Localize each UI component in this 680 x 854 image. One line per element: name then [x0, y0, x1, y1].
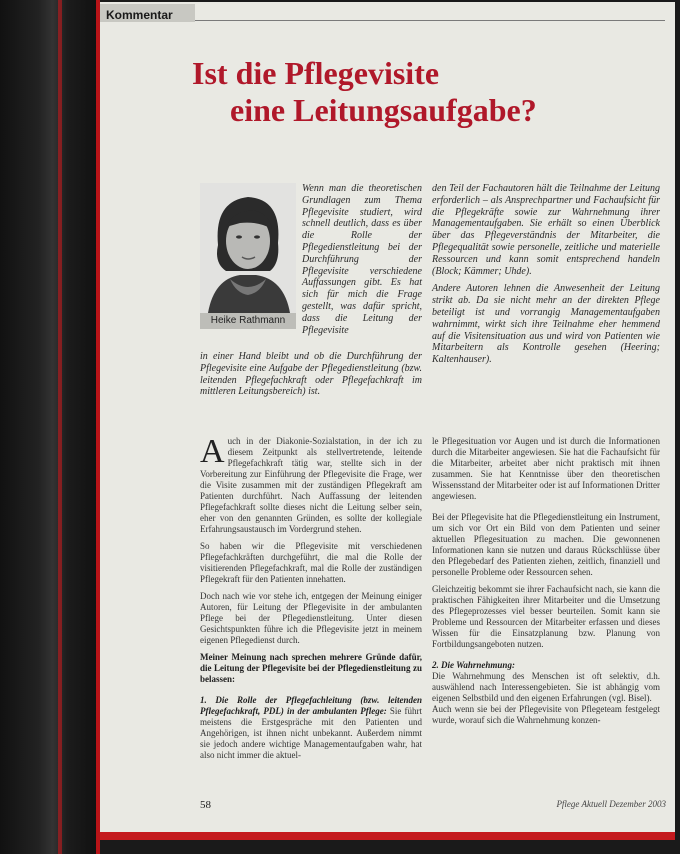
body-paragraph-2: So haben wir die Pflegevisite mit verschiedenen Pflegefachkräften durchgeführt, die mal die Rolle der visitierenden Pflegefachkraft, mal die Rolle der zuständigen Pflegekraft für den Patienten innehatten. [200, 541, 422, 584]
body-right-paragraph-3: Gleichzeitig bekommt sie ihrer Fachaufsicht nach, sie kann die praktischen Fähigkeiten ihrer Mitarbeiter und die Umsetzung des Pflegeprozesses viel besser beurteilen. Somit kann sie Probleme und Ressourcen der Mitarbeiter erfassen und dieses Wissen für die Einsatzplanung bzw. Planung von Fortbildungsangeboten nutzen. [432, 584, 660, 649]
section-label: Kommentar [100, 4, 195, 22]
body-paragraph-1 [200, 433, 422, 535]
page-number: 58 [200, 799, 211, 811]
subsection-1-heading: 1. Die Rolle der Pflegefachleitung (bzw. leitenden Pflegefachkraft, PDL) in der ambulanten Pflege: [200, 695, 422, 716]
body-paragraph-4: Meiner Meinung nach sprechen mehrere Gründe dafür, die Leitung der Pflegevisite bei der Pflegedienstleitung zu belassen: [200, 652, 422, 684]
subsection-1 [200, 695, 422, 761]
journal-source: Pflege Aktuell Dezember 2003 [556, 799, 666, 809]
title-line-2: eine Leitungsaufgabe? [230, 92, 537, 128]
header-divider [195, 20, 665, 21]
page-bottom-border [100, 832, 675, 840]
body-left-column [200, 433, 422, 767]
subsection-2-text-continued: Auch wenn sie bei der Pflegevisite von Pflegeteam festgelegt wurde, worauf sich die Wahrnehmung konzen- [432, 704, 660, 725]
title-line-1: Ist die Pflegevisite [192, 55, 440, 91]
photo-caption: Heike Rathmann [200, 313, 296, 329]
subsection-2-text: Die Wahrnehmung des Menschen ist oft selektiv, d.h. auswählend nach Interessengebieten. Sie ist abhängig vom eigenen Selbstbild und den eigenen Erfahrungen (vgl. Bisel). [432, 671, 660, 703]
intro-right-column [432, 183, 660, 372]
intro-right-paragraph-2: Andere Autoren lehnen die Anwesenheit der Leitung strikt ab. Da sie nicht mehr an der direkten Pflege beteiligt ist und vorrangig Managementaufgaben wahrnimmt, wirkt sich ihre Teilnahme eher hemmend auf die Visitensituation aus und wird von Patienten wie Mitarbeitern als Kontrolle gesehen (Heering; Kaltenhauser). [432, 283, 660, 366]
drop-cap: A [200, 433, 225, 470]
body-right-column [432, 436, 660, 732]
spine-highlight [58, 0, 62, 854]
body-paragraph-1-text: uch in der Diakonie-Sozialstation, in der ich zu diesem Zeitpunkt als stellvertretende, leitende Pflegefachkraft tätig war, stellte sich in der Vorbereitung zur Einführung der Pflegevisite die Frage, wer die Visite zusammen mit der zuständigen Pflegekraft am Patienten durchführt. Nach Auffassung der leitenden Pflegefachkraft sollte dieses nicht die Leitung selber sein, eher von den genannten Gründen, es sollte der kollegiale Erfahrungsaustausch im Vordergrund stehen. [200, 436, 422, 534]
body-right-paragraph-2: Bei der Pflegevisite hat die Pflegedienstleitung ein Instrument, um sich vor Ort ein Bild von dem Patienten und seiner aktuellen Pflegesituation zu machen. Die gewonnenen Informationen kann sie nutzen und daraus Rückschlüsse über den Pflegebedarf des Patienten ziehen, zeitlich, finanziell und personelle Probleme oder Ressourcen sehen. [432, 512, 660, 577]
author-photo [200, 183, 296, 313]
intro-wrap-text: Wenn man die theoretischen Grundlagen zum Thema Pflegevisite studiert, wird schnell deutlich, dass es über die Rolle der Pflegedienstleitung bei der Durchführung der Pflegevisite verschiedene Auffassungen gibt. Es hat sich für mich die Frage gestellt, was dafür spricht, dass die Leitung der Pflegevisite [302, 183, 422, 336]
body-right-paragraph-1: le Pflegesituation vor Augen und ist durch die Informationen durch die Mitarbeiter angewiesen. Sie hat die Fachaufsicht für die Mitarbeiter, arbeitet aber nicht praktisch mit ihnen zusammen. Sie hat Kenntnisse über den theoretischen Wissensstand der Mitarbeiter oder ist auf Informationen Dritter angewiesen. [432, 436, 660, 501]
body-paragraph-3: Doch nach wie vor stehe ich, entgegen der Meinung einiger Autoren, für Leitung der Pflegevisite in der ambulanten Pflege bei der Pflegedienstleitung. Unter diesen Gesichtspunkten führe ich die Pflegevisite jetzt in meinem eigenen Pflegedienst durch. [200, 591, 422, 645]
portrait-image [200, 183, 296, 313]
intro-text-continued: in einer Hand bleibt und ob die Durchführung der Pflegevisite eine Aufgabe der Pflegedienstleitung (bzw. leitenden Pflegefachkraft oder Pflegefachkraft im mittleren Leitungsbereich) ist. [200, 351, 422, 398]
intro-right-paragraph-1: den Teil der Fachautoren hält die Teilnahme der Leitung erforderlich – als Ansprechpartner und Fachaufsicht für die Pflegekräfte sowie zur Wahrnehmung ihrer Managementaufgaben. Sie erhält so einen Überblick über das Pflegeverständnis der Mitarbeiter, die Pflegequalität sowie personelle, zeitliche und materielle Ressourcen und kann somit entsprechend handeln (Block; Kämmer; Uhde). [432, 183, 660, 277]
book-spine [0, 0, 96, 854]
subsection-2-heading: 2. Die Wahrnehmung: [432, 660, 515, 670]
subsection-1-text: Sie führt meistens die Erstgespräche mit den Patienten und Angehörigen, ist ihnen nicht unbekannt. Außerdem nimmt sie jedoch andere wichtige Managementaufgaben wahr, hat also nicht immer die aktuel- [200, 706, 422, 760]
